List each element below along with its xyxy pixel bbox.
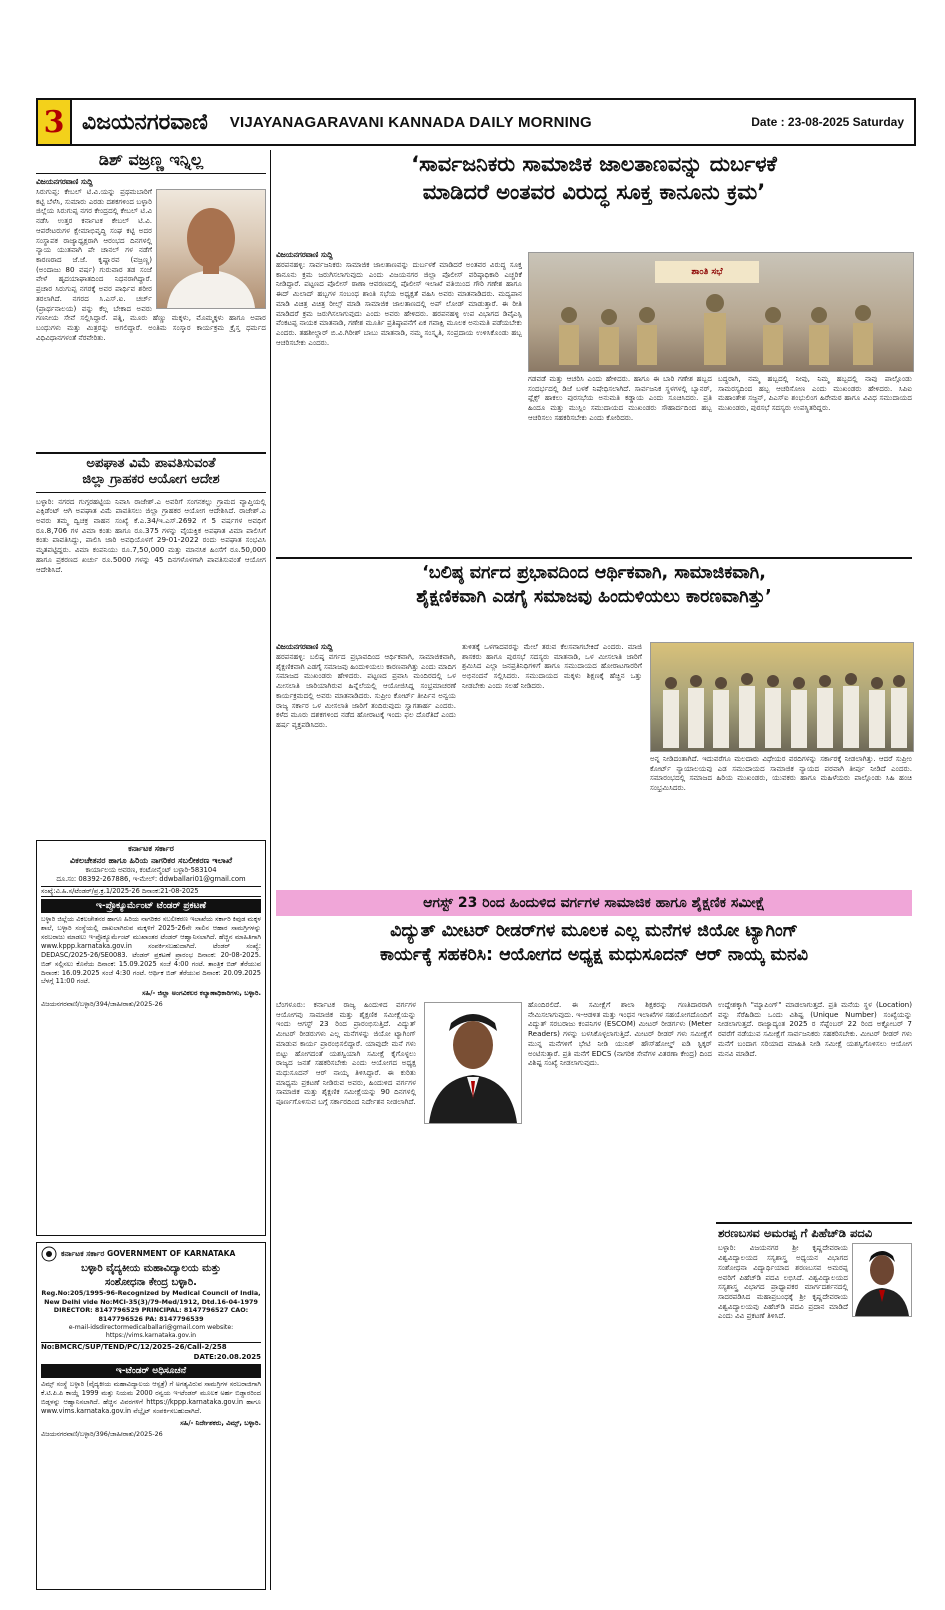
notice1-ref: ಸಂಖ್ಯೆ:ವಿ.ಹಿ.ಸ/ಟೆಂಡರ್/ಪ್ರ.ಕ್ರ.1/2025-26 ದಿನಾಂಕ:21-08-2025	[41, 886, 261, 897]
phd-story	[718, 1226, 912, 1590]
notice1-footer: ವಿಜಯನಗರವಾಣಿ/ಬಳ್ಳಾರಿ/394/ಜಾಹೀರಾತು/2025-26	[41, 1000, 163, 1009]
notice2-title: ಇ-ಟೆಂಡರ್ ಅಧಿಸೂಚನೆ	[41, 1364, 261, 1378]
left-story-insurance	[36, 456, 266, 836]
survey-headline	[276, 920, 912, 996]
notice2-footer: ವಿಜಯನಗರವಾಣಿ/ಬಳ್ಳಾರಿ/396/ಜಾಹೀರಾತು/2025-26	[41, 1429, 163, 1438]
tender-notice-vims	[36, 1242, 266, 1590]
phd-headline: ಶರಣಬಸವ ಅಮರಪ್ಪ ಗೆ ಪಿಹೆಚ್‌ಡಿ ಪದವಿ	[718, 1226, 873, 1240]
survey-body-col1: ಬೆಂಗಳೂರು: ಕರ್ನಾಟಕ ರಾಜ್ಯ ಹಿಂದುಳಿದ ವರ್ಗಗಳ ಆಯೋಗವು ಸಾಮಾಜಿಕ ಮತ್ತು ಶೈಕ್ಷಣಿಕ ಸಮೀಕ್ಷೆಯನ್ನು ಇಂದು ಆಗಸ್ಟ್ 23 ರಿಂದ ಪ್ರಾರಂಭಿಸುತ್ತಿದೆ. ವಿದ್ಯುತ್ ಮೀಟರ್ ರೀಡರುಗಳು ಎಲ್ಲ ಮನೆಗಳನ್ನು ಜಿಯೋ ಟ್ಯಾಗಿಂಗ್ ಮಾಡುವ ಕಾರ್ಯ ಪ್ರಾರಂಭಿಸಲಿದ್ದಾರೆ. ಯಾವುದೇ ಮನೆ ಗಳು ಬಿಟ್ಟು ಹೋಗದಂತೆ ಯಶಸ್ವಿಯಾಗಿ ಸಮೀಕ್ಷೆ ಕೈಗೊಳ್ಳಲು ರಾಜ್ಯದ ಜನತೆ ಸಹಕರಿಸಬೇಕು ಎಂದು ಆಯೋಗದ ಅಧ್ಯಕ್ಷ ಮಧುಸೂದನ್ ಆರ್ ನಾಯ್ಕ ತಿಳಿಸಿದ್ದಾರೆ. ಈ ಕುರಿತು ಮಾಧ್ಯಮ ಪ್ರಕಟಣೆ ನೀಡಿರುವ ಅವರು, ಹಿಂದುಳಿದ ವರ್ಗಗಳ ಸಾಮಾಜಿಕ ಮತ್ತು ಶೈಕ್ಷಣಿಕ ಸಮೀಕ್ಷೆಯನ್ನು 90 ದಿನಗಳಲ್ಲಿ ಪೂರ್ಣಗೊಳಿಸುವ ಬಗ್ಗೆ ಸರ್ಕಾರದಿಂದ ನಿರ್ದೇಶನ ನೀಡಲಾಗಿದೆ.	[276, 1000, 416, 1107]
notice1-signature: ಸಹಿ/- ಜಿಲ್ಲಾ ಅಂಗವಿಕಲರ ಕಲ್ಯಾಣಾಧಿಕಾರಿಗಳು, ಬಳ್ಳಾರಿ.	[142, 989, 261, 998]
mid-headline-line1: ‘ಬಲಿಷ್ಠ ವರ್ಗದ ಪ್ರಭಾವದಿಂದ ಆರ್ಥಿಕವಾಗಿ, ಸಾಮಾಜಿಕವಾಗಿ,	[422, 563, 766, 583]
masthead-title-kannada: ವಿಜಯನಗರವಾಣಿ	[82, 109, 208, 135]
survey-band: ಆಗಸ್ಟ್ 23 ರಿಂದ ಹಿಂದುಳಿದ ವರ್ಗಗಳ ಸಾಮಾಜಿಕ ಹಾಗೂ ಶೈಕ್ಷಣಿಕ ಸಮೀಕ್ಷೆ	[276, 890, 912, 916]
peace-meeting-photo	[528, 252, 914, 372]
survey-col1	[276, 1000, 416, 1320]
notice1-title: ಇ-ಪ್ರೊಕ್ಯೂರ್ಮೆಂಟ್ ಟೆಂಡರ್ ಪ್ರಕಟಣೆ	[41, 899, 261, 913]
notice2-ref: No:BMCRC/SUP/TEND/PC/12/2025-26/Call-2/258	[41, 1342, 261, 1352]
photo-banner-text: ಶಾಂತಿ ಸಭೆ	[655, 261, 759, 283]
top-story-dateline: ವಿಜಯನಗರವಾಣಿ ಸುದ್ದಿ	[276, 250, 333, 259]
survey-col3	[718, 1000, 912, 1218]
notice2-contact: DIRECTOR: 8147796529 PRINCIPAL: 8147796527 CAO: 8147796526 PA: 8147796539	[53, 1306, 249, 1323]
survey-body-col2: ಹೊಂದಿರಲಿದೆ. ಈ ಸಮೀಕ್ಷೆಗೆ ಶಾಲಾ ಶಿಕ್ಷಕರನ್ನು ಗಣತಿದಾರರಾಗಿ ನೇಮಿಸಲಾಗುವುದು. ಇ-ಆಡಳಿತ ಮತ್ತು ಇಂಧನ ಇಲಾಖೆಗಳ ಸಹಯೋಗದೊಂದಿಗೆ ವಿದ್ಯುತ್ ಸರಬರಾಜು ಕಂಪನಿಗಳ (ESCOM) ಮೀಟರ್ ರೀಡರ್ಗಳು (Meter Readers) ಗಳನ್ನು ಬಳಸಿಕೊಳ್ಳಲಾಗುತ್ತಿದೆ. ಮೀಟರ್ ರೀಡರ್ ಗಳು ಸಮೀಕ್ಷೆಗೆ ಮುನ್ನ ಮನೆಗಳಿಗೆ ಭೇಟಿ ನೀಡಿ ಯುನಿಕ್ ಹೌಸ್‌ಹೋಲ್ಡ್ ಐಡಿ ಸ್ಟಿಕ್ಕರ್ ಅಂಟಿಸುತ್ತಾರೆ. ಪ್ರತಿ ಮನೆಗೆ EDCS (ನಾಗರಿಕ ಸೇವೆಗಳ ವಿತರಣಾ ಕೇಂದ್ರ) ದಿಂದ ವಿಶಿಷ್ಟ ಸಂಖ್ಯೆ ನೀಡಲಾಗುವುದು.	[528, 1000, 712, 1068]
column-divider	[270, 150, 271, 1590]
masthead	[36, 98, 916, 146]
notice1-govt: ಕರ್ನಾಟಕ ಸರ್ಕಾರ	[128, 844, 174, 853]
notice1-address: ಕಾರ್ಯಾಲಯ ಅವರಣ, ಕಂಟೋನ್ಮೆಂಟ್ ಬಳ್ಳಾರಿ-583104	[85, 865, 217, 874]
phd-body: ಬಳ್ಳಾರಿ: ವಿಜಯನಗರ ಶ್ರೀ ಕೃಷ್ಣದೇವರಾಯ ವಿಶ್ವವಿದ್ಯಾಲಯದ ಸಸ್ಯಶಾಸ್ತ್ರ ಅಧ್ಯಯನ ವಿಭಾಗದ ಸಂಶೋಧನಾ ವಿದ್ಯಾರ್ಥಿಯಾದ ಶರಣಬಸವ ಅಮರಪ್ಪ ಅವರಿಗೆ ಪಿಹೆಚ್‌ಡಿ ಪದವಿ ಲಭಿಸಿದೆ. ವಿಶ್ವವಿದ್ಯಾಲಯದ ಸಸ್ಯಶಾಸ್ತ್ರ ವಿಭಾಗದ ಪ್ರಾಧ್ಯಾಪಕರ ಮಾರ್ಗದರ್ಶನದಲ್ಲಿ ಸಾದರಪಡಿಸಿದ ಮಹಾಪ್ರಬಂಧಕ್ಕೆ ಶ್ರೀ ಕೃಷ್ಣದೇವರಾಯ ವಿಶ್ವವಿದ್ಯಾಲಯವು ಪಿಹೆಚ್‌ಡಿ ಪದವಿ ಪ್ರದಾನ ಮಾಡಿದೆ ಎಂದು ವಿವಿ ಪ್ರಕಟಣೆ ತಿಳಿಸಿದೆ.	[718, 1243, 848, 1321]
masthead-title-english: VIJAYANAGARAVANI KANNADA DAILY MORNING	[229, 113, 592, 131]
mid-story-body-col1: ಹರಪನಹಳ್ಳಿ: ಬಲಿಷ್ಠ ವರ್ಗದ ಪ್ರಭಾವದಿಂದ ಆರ್ಥಿಕವಾಗಿ, ಸಾಮಾಜಿಕವಾಗಿ, ಶೈಕ್ಷಣಿಕವಾಗಿ ಎಡಗೈ ಸಮಾಜವು ಹಿಂದುಳಿಯಲು ಕಾರಣವಾಗಿತ್ತು ಎಂದು ಮಾದಿಗ ಸಮಾಜದ ಮುಖಂಡರು ಹೇಳಿದರು. ಪಟ್ಟಣದ ಪ್ರವಾಸಿ ಮಂದಿರದಲ್ಲಿ ಒಳ ಮೀಸಲಾತಿ ಜಾರಿಯಾಗಿರುವ ಹಿನ್ನೆಲೆಯಲ್ಲಿ ಆಯೋಜಿಸಿದ್ದ ಸಂಭ್ರಮಾಚರಣೆ ಕಾರ್ಯಕ್ರಮದಲ್ಲಿ ಅವರು ಮಾತನಾಡಿದರು. ಸುಪ್ರೀಂ ಕೋರ್ಟ್ ತೀರ್ಪಿನ ಅನ್ವಯ ರಾಜ್ಯ ಸರ್ಕಾರ ಒಳ ಮೀಸಲಾತಿ ಜಾರಿಗೆ ತಂದಿರುವುದು ಸ್ವಾಗತಾರ್ಹ ಎಂದರು. ಕಳೆದ ಮೂರು ದಶಕಗಳಿಂದ ನಡೆದ ಹೋರಾಟಕ್ಕೆ ಇಂದು ಫಲ ದೊರೆತಿದೆ ಎಂದು ಹರ್ಷ ವ್ಯಕ್ತಪಡಿಸಿದರು.	[276, 652, 456, 730]
top-story-col3	[718, 374, 912, 554]
masthead-date: Date : 23-08-2025 Saturday	[751, 115, 904, 129]
obituary-body: ಸಿರುಗುಪ್ಪ: ಕೇಬಲ್ ಟಿ.ವಿ.ಯನ್ನು ಪ್ರಥಮಬಾರಿಗೆ ಕಟ್ಟಿ ಬೆಳೆಸಿ, ಸುಮಾರು ಎರಡು ದಶಕಗಳಿಂದ ಬಳ್ಳಾರಿ ಜಿಲ್ಲೆಯ ಸಿರುಗುಪ್ಪ ನಗರ ಕೇಂದ್ರದಲ್ಲಿ ಕೇಬಲ್ ಟಿ.ವಿ ನಡೆಸಿ ಉತ್ತರ ಕರ್ನಾಟಕ ಕೇಬಲ್ ಟಿ.ವಿ. ಆಪರೇಟರುಗಳ ಕ್ಷೇಮಾಭಿವೃದ್ಧಿ ಸಂಘ ಕಟ್ಟಿ ಅದರ ಸಂಸ್ಥಾಪಕ ರಾಜ್ಯಾಧ್ಯಕ್ಷರಾಗಿ ಆರಂಭದ ದಿನಗಳಲ್ಲಿ ನ್ಯಾಯ ಯುತವಾಗಿ ಪೇ ಚಾನಲ್ ಗಳ ನಡೆಗೆ ಕಾರಣರಾದ ಜೆ.ಜೆ. ಕೃಷ್ಣಾರವ (ವಜ್ರಣ್ಣ) (ಅಂದಾಜು 80 ವರ್ಷ) ಗುರುವಾರ ತಡ ಸಂಜೆ ವೇಳೆ ಹೃದಯಾಘಾತದಿಂದ ನಿಧನರಾಗಿದ್ದಾರೆ. ಪ್ರಚಾರ ಸಿರುಗುಪ್ಪ ನಗರಕ್ಕೆ ಅವರ ಪಾರ್ಥಿವ ಶರೀರ ತರಲಾಗಿದೆ. ನಗರದ ಸಿ.ಎಸ್.ಐ. ಚರ್ಚ್ (ಪ್ರಾರ್ಥನಾಲಯ) ವನ್ನು ಕೆಲ್ಲ ಬೇಕಾದ ಅವರು ಗಣನೀಯ ಸೇವೆ ಸಲ್ಲಿಸಿದ್ದಾರೆ. ಪತ್ನಿ, ಮೂರು ಹೆಣ್ಣು ಮಕ್ಕಳು, ಮೊಮ್ಮಕ್ಕಳು ಹಾಗೂ ಅಪಾರ ಬಂಧುಗಳು ಮತ್ತು ಮಿತ್ರರನ್ನು ಅಗಲಿದ್ದಾರೆ. ಅಂತಿಮ ಸಂಸ್ಕಾರ ಕಾರ್ಯಕ್ರಮ ಕ್ರೈಸ್ತ ಧರ್ಮದ ವಿಧಿವಿಧಾನಗಳಂತೆ ನೆರವೇರಿತು.	[36, 187, 266, 342]
survey-headline-line1: ವಿದ್ಯುತ್ ಮೀಟರ್ ರೀಡರ್‌ಗಳ ಮೂಲಕ ಎಲ್ಲ ಮನೆಗಳ ಜಿಯೋ ಟ್ಯಾಗಿಂಗ್	[390, 921, 798, 941]
mid-story-col1	[276, 642, 456, 882]
commission-chair-portrait	[424, 1002, 522, 1124]
obituary-headline: ಡಿಶ್ ವಜ್ರಣ್ಣ ಇನ್ನಿಲ್ಲ	[36, 150, 266, 174]
notice2-title-line1: ಬಳ್ಳಾರಿ ವೈದ್ಯಕೀಯ ಮಹಾವಿದ್ಯಾಲಯ ಮತ್ತು	[81, 1263, 221, 1274]
top-story-col2	[528, 374, 712, 554]
notice2-ref-date: DATE:20.08.2025	[193, 1352, 261, 1361]
top-headline-line1: ‘ಸಾರ್ವಜನಿಕರು ಸಾಮಾಜಿಕ ಜಾಲತಾಣವನ್ನು ದುರ್ಬಳಕೆ	[411, 152, 777, 176]
celebration-photo	[650, 642, 914, 752]
top-story-col1	[276, 250, 522, 555]
top-story-body-col3: ಬದ್ಧರಾಗಿ, ನಮ್ಮ ಹಬ್ಬದಲ್ಲಿ ನೀವು, ನಿಮ್ಮ ಹಬ್ಬದಲ್ಲಿ ನಾವು ಪಾಲ್ಗೊಂಡು ಸಾಮರಸ್ಯದಿಂದ ಹಬ್ಬ ಆಚರಿಸೋಣ ಎಂದು ಮುಖಂಡರು ಹೇಳಿದರು. ಸಿಪಿಐ ಮಹಾಂತೇಶ ಸಜ್ಜನ್, ಪಿಎಸ್ಐ ಶಂಭುಲಿಂಗ ಹಿರೇಮಠ ಹಾಗೂ ವಿವಿಧ ಸಮುದಾಯದ ಮುಖಂಡರು, ಪುರಸಭೆ ಸದಸ್ಯರು ಉಪಸ್ಥಿತರಿದ್ದರು.	[718, 374, 912, 413]
section-rule	[276, 557, 912, 559]
tender-notice-disability-dept	[36, 840, 266, 1236]
karnataka-emblem-icon	[41, 1246, 57, 1262]
mid-headline-line2: ಶೈಕ್ಷಣಿಕವಾಗಿ ಎಡಗೈ ಸಮಾಜವು ಹಿಂದುಳಿಯಲು ಕಾರಣವಾಗಿತ್ತು’	[416, 586, 772, 607]
mid-story-body-col3: ಅನ್ನ ನೀಡಿದಂತಾಗಿದೆ. ಇದುವರೆಗೂ ಮಲದಾರು ವಿಧೇಯರ ವರದಿಗಳನ್ನು ಸರ್ಕಾರಕ್ಕೆ ನೀಡಲಾಗಿತ್ತು. ಆದರೆ ಸುಪ್ರೀಂ ಕೋರ್ಟ್ ನ್ಯಾಯಾಲಯವು ಎಡ ಸಮುದಾಯದ ಸಾಮಾಜಿಕ ನ್ಯಾಯದ ಪರವಾಗಿ ತೀರ್ಪು ನೀಡಿದೆ ಎಂದರು. ಸಮಾರಂಭದಲ್ಲಿ ಸಮಾಜದ ಹಿರಿಯ ಮುಖಂಡರು, ಯುವಕರು ಹಾಗೂ ಮಹಿಳೆಯರು ಪಾಲ್ಗೊಂಡು ಸಿಹಿ ಹಂಚಿ ಸಂಭ್ರಮಿಸಿದರು.	[650, 754, 912, 793]
mid-story-body-col2: ತುಳಿತಕ್ಕೆ ಒಳಗಾದವರನ್ನು ಮೇಲೆ ತರುವ ಕೆಲಸವಾಗಬೇಕಿದೆ ಎಂದರು. ಮಾಜಿ ಶಾಸಕರು ಹಾಗೂ ಪುರಸಭೆ ಸದಸ್ಯರು ಮಾತನಾಡಿ, ಒಳ ಮೀಸಲಾತಿ ಜಾರಿಗೆ ಶ್ರಮಿಸಿದ ಎಲ್ಲಾ ಜನಪ್ರತಿನಿಧಿಗಳಿಗೆ ಹಾಗೂ ಸಮುದಾಯದ ಹೋರಾಟಗಾರರಿಗೆ ಅಭಿನಂದನೆ ಸಲ್ಲಿಸಿದರು. ಸಮುದಾಯದ ಮಕ್ಕಳು ಶಿಕ್ಷಣಕ್ಕೆ ಹೆಚ್ಚಿನ ಒತ್ತು ನೀಡಬೇಕು ಎಂದು ಸಲಹೆ ನೀಡಿದರು.	[462, 642, 642, 690]
top-story-body-col2: ಗಡವಡೆ ಮತ್ತು ಆಚರಿಸಿ ಎಂದು ಹೇಳಿದರು. ಹಾಗೂ ಈ ಬಾರಿ ಗಣೇಶ ಹಬ್ಬದ ಸಂದರ್ಭದಲ್ಲಿ ಡಿಜೆ ಬಳಕೆ ನಿಷೇಧಿಸಲಾಗಿದೆ. ಸಾರ್ವಜನಿಕ ಸ್ಥಳಗಳಲ್ಲಿ ಬ್ಯಾನರ್, ಫ್ಲೆಕ್ಸ್ ಹಾಕಲು ಪುರಸಭೆಯ ಅನುಮತಿ ಕಡ್ಡಾಯ ಎಂದು ಸೂಚಿಸಿದರು. ಪ್ರತಿ ಹಿಂದೂ ಮತ್ತು ಮುಸ್ಲಿಂ ಸಮುದಾಯದ ಮುಖಂಡರು ಸೌಹಾರ್ದದಿಂದ ಹಬ್ಬ ಆಚರಿಸಲು ಸಹಕರಿಸಬೇಕು ಎಂದು ಕೋರಿದರು.	[528, 374, 712, 422]
notice2-govt: ಕರ್ನಾಟಕ ಸರ್ಕಾರ GOVERNMENT OF KARNATAKA	[61, 1248, 236, 1258]
survey-headline-line2: ಕಾರ್ಯಕ್ಕೆ ಸಹಕರಿಸಿ: ಆಯೋಗದ ಅಧ್ಯಕ್ಷ ಮಧುಸೂದನ್ ಆರ್ ನಾಯ್ಕ ಮನವಿ	[379, 944, 808, 965]
mid-story-col2	[462, 642, 642, 882]
obituary-dateline: ವಿಜಯನಗರವಾಣಿ ಸುದ್ದಿ	[36, 177, 93, 186]
insurance-headline-line2: ಜಿಲ್ಲಾ ಗ್ರಾಹಕರ ಆಯೋಗ ಆದೇಶ	[36, 472, 266, 492]
left-story-obituary	[36, 150, 266, 450]
page-number: 3	[38, 100, 72, 144]
notice2-email: e-mail-idsdirectormedicalballari@gmail.com website: https://vims.karnataka.gov.in	[68, 1323, 234, 1339]
survey-col2	[528, 1000, 712, 1320]
notice2-title-line2: ಸಂಶೋಧನಾ ಕೇಂದ್ರ ಬಳ್ಳಾರಿ.	[105, 1276, 197, 1288]
obituary-portrait	[156, 189, 266, 309]
section-rule	[716, 1222, 912, 1224]
notice2-reg: Reg.No:205/1995-96-Recognized by Medical Council of India, New Delhi vide No:MCI-35(3)/79-Med/1912, Dtd.16-04-1979	[41, 1289, 261, 1306]
section-rule	[36, 452, 266, 454]
notice2-signature: ಸಹಿ/- ನಿರ್ದೇಶಕರು, ವಿಮ್ಸ್, ಬಳ್ಳಾರಿ.	[180, 1418, 261, 1427]
phd-portrait	[852, 1243, 912, 1317]
top-story-headline	[276, 150, 912, 246]
notice1-dept: ವಿಕಲಚೇತನರ ಹಾಗೂ ಹಿರಿಯ ನಾಗರಿಕರ ಸಬಲೀಕರಣ ಇಲಾಖೆ	[69, 854, 233, 865]
insurance-headline-line1: ಅಪಘಾತ ವಿಮೆ ಪಾವತಿಸುವಂತೆ	[86, 456, 216, 471]
top-story-body-col1: ಹರಪನಹಳ್ಳಿ: ಸಾರ್ವಜನಿಕರು ಸಾಮಾಜಿಕ ಜಾಲತಾಣವನ್ನು ದುರ್ಬಳಕೆ ಮಾಡಿದರೆ ಅಂತವರ ವಿರುದ್ಧ ಸೂಕ್ತ ಕಾನೂನು ಕ್ರಮ ಜರುಗಿಸಲಾಗುವುದು ಎಂದು ವಿಜಯನಗರ ಜಿಲ್ಲಾ ಪೊಲೀಸ್ ವರಿಷ್ಠಾಧಿಕಾರಿ ಎಚ್ಚರಿಕೆ ನೀಡಿದ್ದಾರೆ. ಪಟ್ಟಣದ ಪೊಲೀಸ್ ಠಾಣಾ ಆವರಣದಲ್ಲಿ ಪೊಲೀಸ್ ಇಲಾಖೆ ವತಿಯಿಂದ ಗೌರಿ ಗಣೇಶ ಹಾಗೂ ಈದ್ ಮಿಲಾದ್ ಹಬ್ಬಗಳ ಸಂಬಂಧ ಶಾಂತಿ ಸಭೆಯ ಅಧ್ಯಕ್ಷತೆ ವಹಿಸಿ ಅವರು ಮಾತನಾಡಿದರು. ಮದ್ಯಪಾನ ಮಾಡಿ ವಿಚಿತ್ರ ವಿಚಿತ್ರ ರೀಲ್ಸ್ ಮಾಡಿ ಸಾಮಾಜಿಕ ಜಾಲತಾಣದಲ್ಲಿ ಅಪ್ ಲೋಡ್ ಮಾಡುತ್ತಾರೆ. ಈ ರೀತಿ ಮಾಡಿದರೆ ಕ್ರಮ ಜರುಗಿಸಲಾಗುವುದು ಎಂದು ಅವರು ಹೇಳಿದರು. ಹರಪನಹಳ್ಳಿ ಉಪ ವಿಭಾಗದ ಡಿವೈಎಸ್ಪಿ ವೆಂಕಟಪ್ಪ ನಾಯಕ ಮಾತನಾಡಿ, ಗಣೇಶ ಮೂರ್ತಿ ಪ್ರತಿಷ್ಠಾಪನೆಗೆ ಏಕ ಗವಾಕ್ಷಿ ಮೂಲಕ ಅನುಮತಿ ಪಡೆಯಬೇಕು ಎಂದರು. ತಹಶೀಲ್ದಾರ್ ಬಿ.ವಿ.ಗಿರೀಶ್ ಬಾಬು ಮಾತನಾಡಿ, ನಮ್ಮ ಸಂಸ್ಕೃತಿ, ಸಂಪ್ರದಾಯ ಉಳಿಸಿಕೊಂಡು ಹಬ್ಬ ಆಚರಿಸಬೇಕು ಎಂದರು.	[276, 260, 522, 347]
notice2-body: ವಿಮ್ಸ್ ಸಂಸ್ಥೆ ಬಳ್ಳಾರಿ (ವೈದ್ಯಕೀಯ ಮಹಾವಿದ್ಯಾಲಯ ಆಸ್ಪತ್ರೆ) ಗೆ ಅಗತ್ಯವಿರುವ ಸಾಮಗ್ರಿಗಳ ಸರಬರಾಜಿಗಾಗಿ ಕೆ.ಟಿ.ಪಿ.ಪಿ ಕಾಯ್ದೆ 1999 ಮತ್ತು ನಿಯಮ 2000 ರನ್ವಯ ಇ-ಟೆಂಡರ್ ಮೂಲಕ ಅರ್ಹ ಬಿಡ್ದಾರರಿಂದ ಬಿಡ್ಗಳನ್ನು ಆಹ್ವಾನಿಸಲಾಗಿದೆ. ಹೆಚ್ಚಿನ ವಿವರಗಳಿಗೆ https://kppp.karnataka.gov.in ಹಾಗೂ www.vims.karnataka.gov.in ವೆಬ್ಸೈಟ್ ಸಂಪರ್ಕಿಸಬಹುದಾಗಿದೆ.	[41, 1380, 261, 1415]
notice1-contact: ದೂ.ಸಂ: 08392-267886, ಇ-ಮೇಲ್: ddwballari01@gmail.com	[56, 875, 246, 884]
mid-story-col3	[650, 754, 912, 884]
mid-story-headline	[276, 562, 912, 640]
survey-body-col3: ಉದ್ದೇಶಕ್ಕಾಗಿ "ಮ್ಯಾಪಿಂಗ್" ಮಾಡಲಾಗುತ್ತದೆ. ಪ್ರತಿ ಮನೆಯ ಸ್ಥಳ (Location) ವನ್ನು ಸೆರೆಹಿಡಿದು ಒಂದು ವಿಶಿಷ್ಟ (Unique Number) ಸಂಖ್ಯೆಯನ್ನು ನೀಡಲಾಗುತ್ತದೆ. ರಾಜ್ಯಾದ್ಯಂತ 2025 ರ ಸೆಪ್ಟೆಂಬರ್ 22 ರಿಂದ ಅಕ್ಟೋಬರ್ 7 ರವರೆಗೆ ನಡೆಯುವ ಸಮೀಕ್ಷೆಗೆ ಸಾರ್ವಜನಿಕರು ಸಹಕರಿಸಬೇಕು. ಮೀಟರ್ ರೀಡರ್ ಗಳು ಮನೆಗೆ ಬಂದಾಗ ಸರಿಯಾದ ಮಾಹಿತಿ ನೀಡಿ ಸಮೀಕ್ಷೆ ಯಶಸ್ವಿಗೊಳಿಸಲು ಆಯೋಗ ಮನವಿ ಮಾಡಿದೆ.	[718, 1000, 912, 1058]
notice1-body: ಬಳ್ಳಾರಿ ಜಿಲ್ಲೆಯ ವಿಕಲಚೇತನರ ಹಾಗೂ ಹಿರಿಯ ನಾಗರಿಕರ ಸಬಲೀಕರಣ ಇಲಾಖೆಯ ಸರ್ಕಾರಿ ಕಿವುಡ ಮಕ್ಕಳ ಶಾಲೆ, ಬಳ್ಳಾರಿ ಸಂಸ್ಥೆಯಲ್ಲಿ ದಾಖಲಾಗಿರುವ ಮಕ್ಕಳಿಗೆ 2025-26ನೇ ಸಾಲಿನ ಆಹಾರ ಸಾಮಗ್ರಿಗಳನ್ನು ಸರಬರಾಜು ಮಾಡಲು ಇ-ಪ್ರೊಕ್ಯೂರ್ಮೆಂಟ್ ಮುಖಾಂತರ ಟೆಂಡರ್ ಆಹ್ವಾನಿಸಲಾಗಿದೆ. ಹೆಚ್ಚಿನ ಮಾಹಿತಿಗಾಗಿ www.kppp.karnataka.gov.in ಸಂಪರ್ಕಿಸಬಹುದಾಗಿದೆ. ಟೆಂಡರ್ ಸಂಖ್ಯೆ: DEDASC/2025-26/SE0083. ಟೆಂಡರ್ ಪ್ರಕಟಣೆ ಪ್ರಾರಂಭ ದಿನಾಂಕ: 20-08-2025. ಬಿಡ್ ಸಲ್ಲಿಸಲು ಕೊನೆಯ ದಿನಾಂಕ: 15.09.2025 ಸಂಜೆ 4:00 ಗಂಟೆ. ತಾಂತ್ರಿಕ ಬಿಡ್ ತೆರೆಯುವ ದಿನಾಂಕ: 16.09.2025 ಸಂಜೆ 4:30 ಗಂಟೆ. ಆರ್ಥಿಕ ಬಿಡ್ ತೆರೆಯುವ ದಿನಾಂಕ: 20.09.2025 ಬೆಳಗ್ಗೆ 11:00 ಗಂಟೆ.	[41, 915, 261, 986]
insurance-body: ಬಳ್ಳಾರಿ: ನಗರದ ಗುಗ್ಗರಹಟ್ಟಿಯ ನಿವಾಸಿ ರಾಜೇಶ್.ಎ ಅವರಿಗೆ ಸಂಗನಕಲ್ಲು ಗ್ರಾಮದ ವ್ಯಾಪ್ತಿಯಲ್ಲಿ ಎಕ್ಸಿಡೆಂಟ್ ಆಗಿ ಅಪಘಾತ ವಿಮೆ ಪಾವತಿಸಲು ಜಿಲ್ಲಾ ಗ್ರಾಹಕರ ಆಯೋಗ ಆದೇಶಿಸಿದೆ. ರಾಜೇಶ್.ಎ ಅವರು ತಮ್ಮ ದ್ವಿಚಕ್ರ ವಾಹನ ಸಂಖ್ಯೆ ಕೆ.ಎ.34/ಇ.ಎಸ್.2692 ಗೆ 5 ವರ್ಷಗಳ ಅವಧಿಗೆ ರೂ.8,706 ಗಳ ವಿಮಾ ಕಂತು ಹಾಗೂ ರೂ.375 ಗಳನ್ನು ವೈಯಕ್ತಿಕ ಅಪಘಾತ ವಿಮಾ ಪಾಲಿಸಿಗೆ ಕಂತು ಪಾವತಿಸಿದ್ದು, ಪಾಲಿಸಿ ಜಾರಿ ಅವಧಿಯೊಳಗೆ 29-01-2022 ರಂದು ಅಪಘಾತ ಸಂಭವಿಸಿ ಮೃತಪಟ್ಟಿದ್ದರು. ವಿಮಾ ಕಂಪನಿಯು ರೂ.7,50,000 ಮತ್ತು ಮಾನಸಿಕ ಹಿಂಸೆಗೆ ರೂ.50,000 ಹಾಗೂ ಪ್ರಕರಣದ ಖರ್ಚು ರೂ.5000 ಗಳನ್ನು 45 ದಿನಗಳೊಳಗಾಗಿ ಪಾವತಿಸುವಂತೆ ಆಯೋಗ ಆದೇಶಿಸಿದೆ.	[36, 496, 266, 574]
mid-story-dateline: ವಿಜಯನಗರವಾಣಿ ಸುದ್ದಿ	[276, 642, 333, 651]
top-headline-line2: ಮಾಡಿದರೆ ಅಂತವರ ವಿರುದ್ಧ ಸೂಕ್ತ ಕಾನೂನು ಕ್ರಮ’	[422, 180, 766, 205]
